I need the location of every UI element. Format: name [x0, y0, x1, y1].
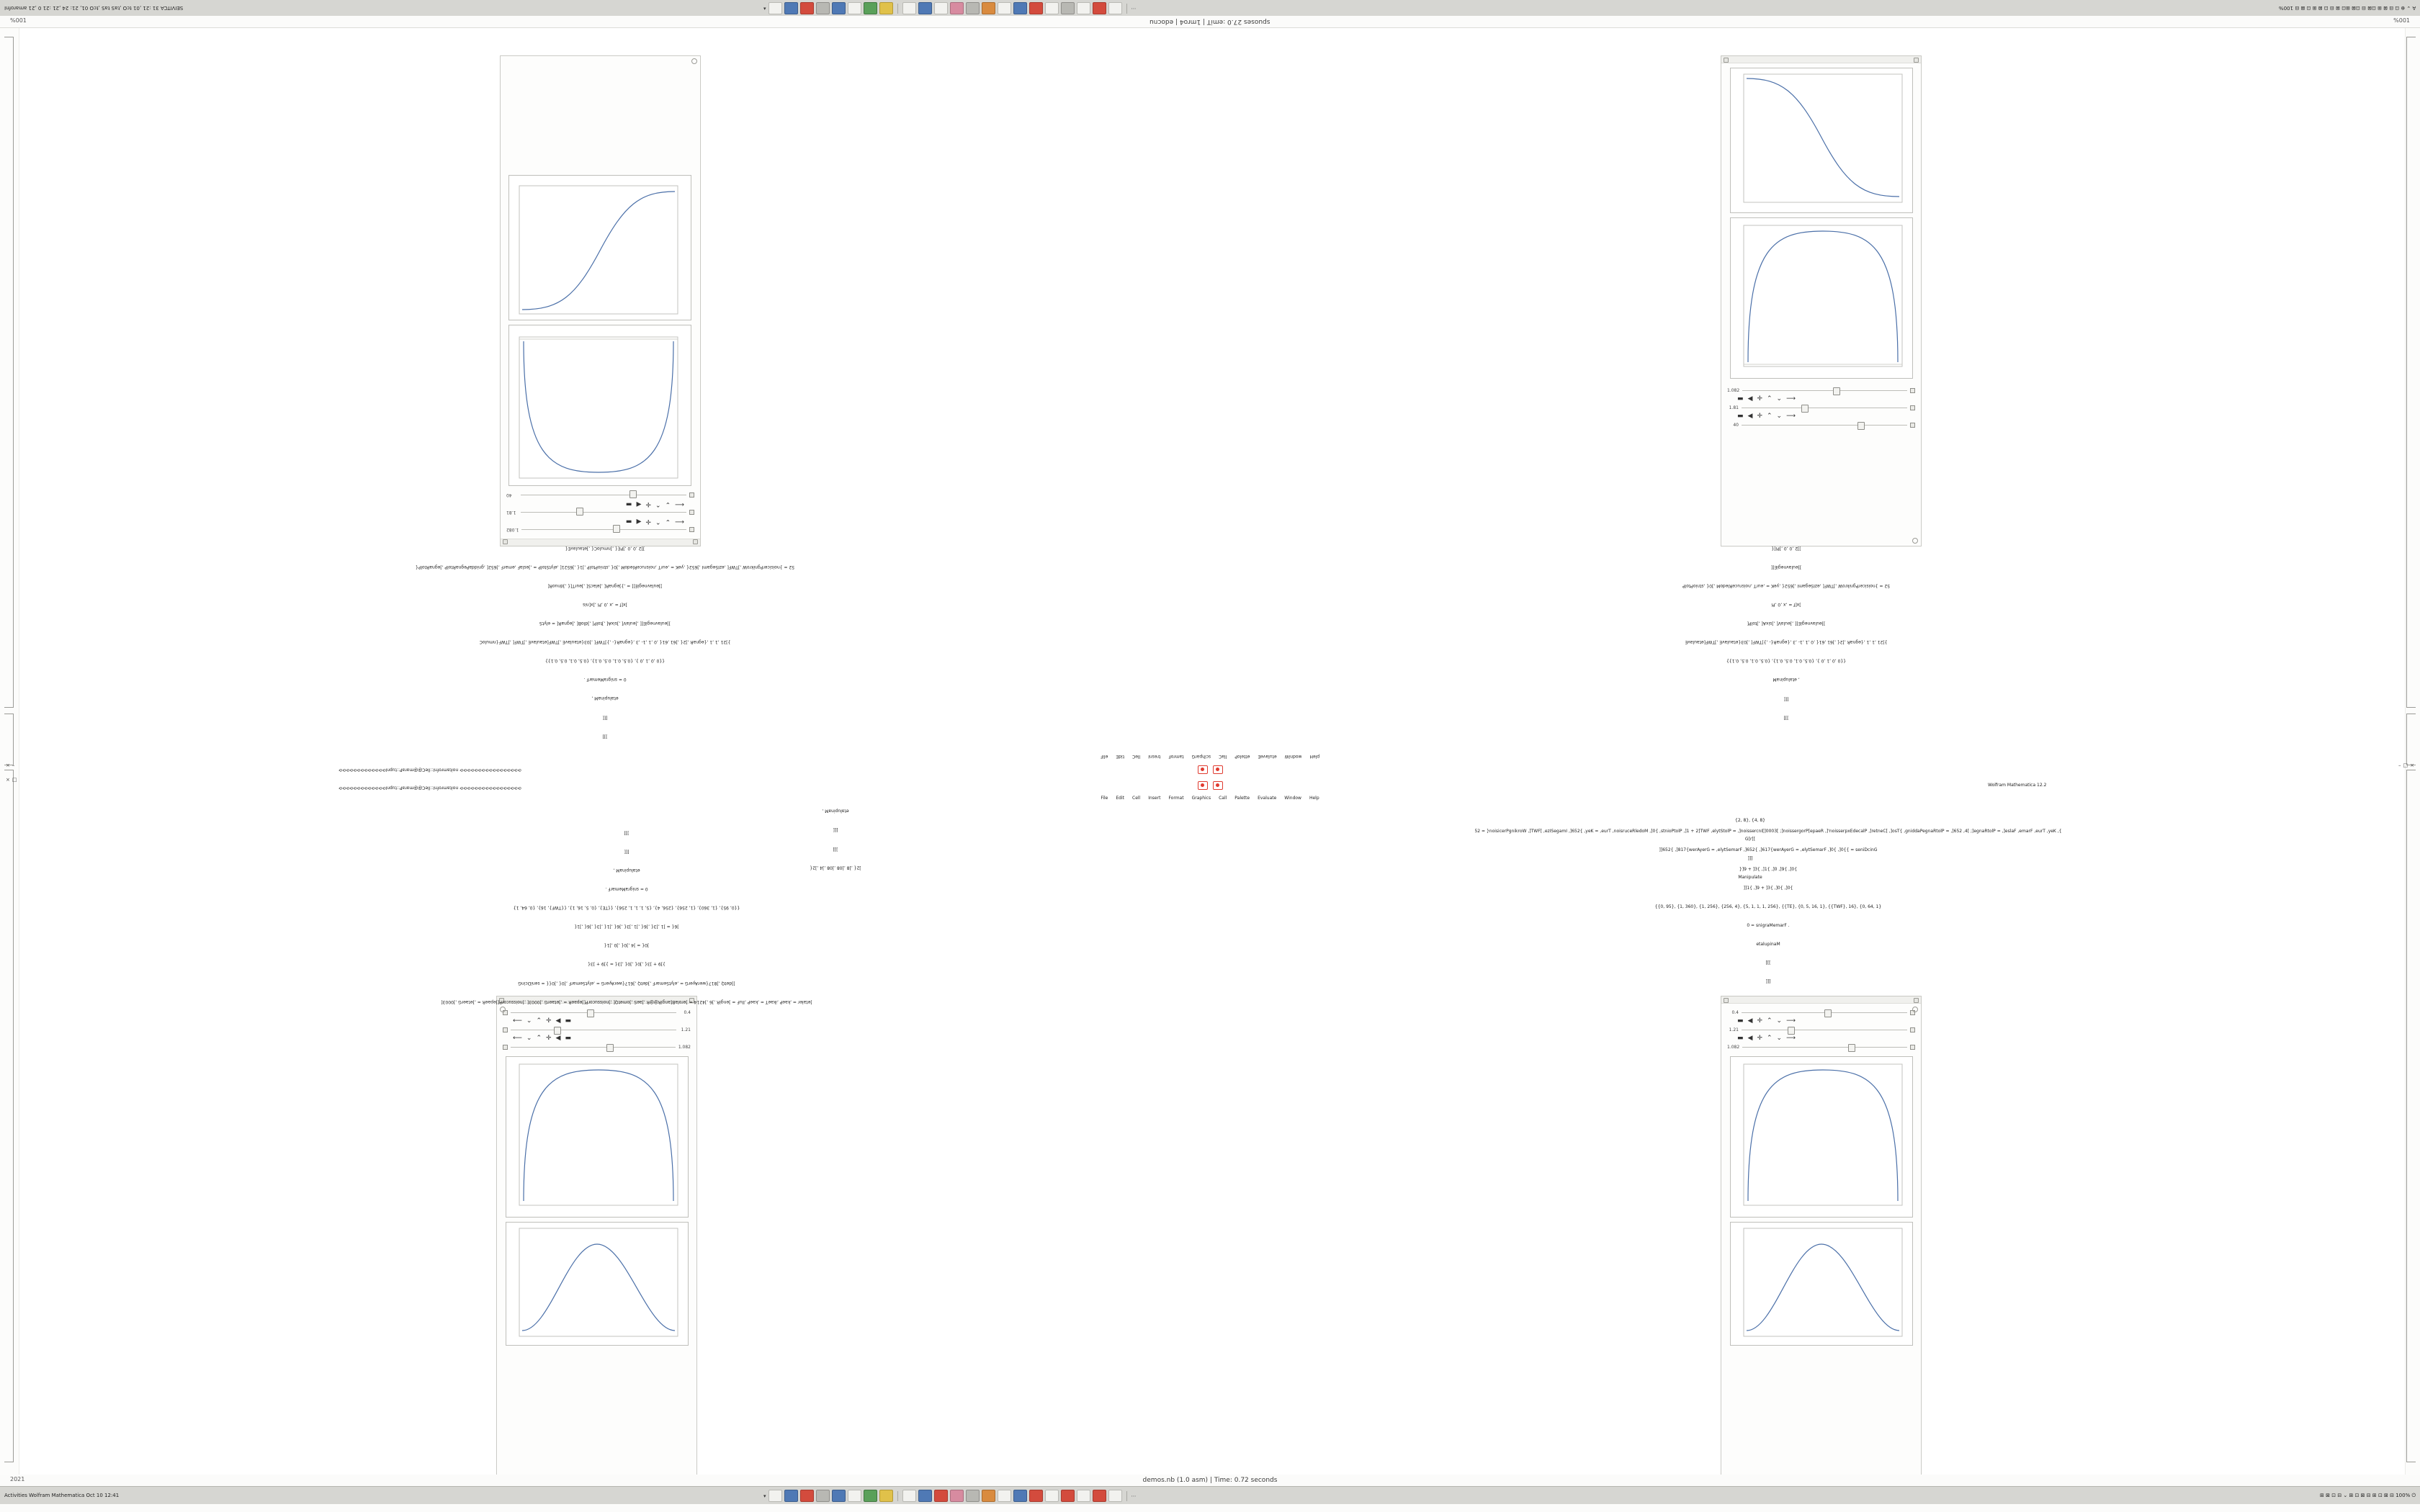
slider-row-3[interactable]	[1721, 420, 1921, 430]
code-line: etalupinaM	[1756, 941, 1780, 947]
slider-handle-icon[interactable]	[1910, 1045, 1915, 1050]
code-line: {{0, 95}, {1, 360}, {1, 256}, {256, 4}, {5, 1, 1, 1, 256}, {{TE}, {0, 5, 16, 1}, {{TWF}, 16}, {0, 64, 1}	[513, 905, 740, 911]
slider-track-2[interactable]	[1742, 1027, 1907, 1033]
code-line: 0 = snigraMemarF .	[605, 886, 648, 892]
menu-item-format[interactable]: tamroF	[1168, 754, 1184, 759]
curve-plot-dome	[1730, 1056, 1913, 1218]
window-controls-left[interactable]	[6, 762, 14, 768]
launcher-separator-b2	[1126, 1491, 1127, 1501]
up-button[interactable]: ⌃	[1766, 395, 1773, 402]
code-line: }]9 + ]3{ ,]0{ ,]0{ ,]3{ = }]9 + ]3{	[588, 961, 666, 967]
play-button[interactable]: ✛	[1757, 395, 1762, 402]
slider-row-3[interactable]	[1721, 1043, 1921, 1052]
slider-handle-icon[interactable]	[689, 510, 694, 515]
slider-track-2[interactable]	[511, 1027, 676, 1033]
code-line: {{0, 95}, {1, 360}, {1, 256}, {256, 4}, {5, 1, 1, 1, 256}, {{TE}, {0, 5, 16, 1}, {{TWF}, 16}, {0, 64, 1}	[1654, 904, 1882, 909]
menu-item-graphics[interactable]: scihparG	[1191, 754, 1211, 759]
mathematica-icon[interactable]	[1029, 2, 1043, 14]
mathematica-icon-b[interactable]	[1029, 1490, 1043, 1502]
slider-value-1: 0.4	[1731, 1010, 1739, 1015]
mail-icon[interactable]	[918, 2, 932, 14]
code-icon[interactable]	[1013, 2, 1027, 14]
button-row-2[interactable]	[1721, 1035, 1921, 1043]
prev-button-2[interactable]: ◀	[1747, 1035, 1753, 1042]
gear-icon[interactable]	[1912, 1007, 1918, 1012]
down-button-2[interactable]: ⌄	[1776, 1035, 1783, 1042]
code-line: {{0 ,0 ,1 ,0 }, {0.5, 0.1, 0.5, 0.1}, {0.5, 0.1, 0.5, 0.1}}	[545, 658, 666, 664]
slider-value-1: 1.082	[1727, 388, 1740, 393]
menu-item-help[interactable]: pleH	[1309, 754, 1320, 759]
menu-item-palette-plain[interactable]: Evaluate	[1258, 796, 1277, 801]
slider-value-1: 0.4	[684, 1010, 691, 1015]
up-button[interactable]: ⌃	[536, 1017, 542, 1025]
slider-handle-icon[interactable]	[1910, 388, 1915, 393]
system-menu-top-text: SEIVITCA 31 :21 ,01 tcO ,taS taS ,tcO 01, 21: 24 ,21 :21 0 ,21 amarofnI	[4, 5, 184, 11]
slider-track-3[interactable]	[1742, 422, 1907, 428]
trash-icon-b[interactable]	[998, 1490, 1011, 1502]
cell-bracket-right[interactable]	[2406, 714, 2416, 765]
code-line: 52 = }noisicerPgnikroW ,]TWF[ ,ezISegamI ,]652{ ,yeK = ,eurT ,noisruceRledoM ,]0{ ,stnioPtolP ,]1 + 2]TWF ,elytStolP = ,]noissercnI[]0003[ ;]noissergorP[epaeR ,]'noisserpxEdecalP ,]retneC[ ,]osT{ ,gniddaPegnaRtolP = ,]652 ,4[ ;]egnaRtolP = ,]eslaF ,emarF ,eurT ,yeK ,{	[1474, 829, 2062, 834]
code-line: ]x[f = ,x ,0 ,Pi	[1771, 602, 1801, 608]
slider-value-3: 40	[1733, 423, 1739, 428]
play-button-2[interactable]: ✛	[1757, 413, 1762, 420]
code-line: ]]2 ,0 ,0 ,]Pi[{	[1771, 546, 1801, 552]
code-line: {2, 8}, {4, 8}	[1735, 818, 1765, 824]
code-line: ]]eulavnegiE[[ ,]eulaV[ ,]sixA[ ,]tolP[	[1747, 621, 1826, 626]
settings-icon-b[interactable]	[832, 1490, 846, 1502]
button-row-2[interactable]	[497, 1035, 696, 1043]
code-line: ]]]	[602, 733, 608, 739]
display-icon-b[interactable]	[1093, 1490, 1106, 1502]
menu-item-insert[interactable]: tresnI	[1148, 754, 1161, 759]
close-button[interactable]: ×	[6, 762, 10, 768]
document-title-bar	[0, 16, 2420, 27]
error-message-line-1[interactable]: ⟳⟳⟳⟳⟳⟳⟳⟳⟳⟳⟳⟳⟳⟳⟳⟳⟳ noitamrofnI::lleC@@maraP::tupnI⟳⟳⟳⟳⟳⟳⟳⟳⟳⟳⟳⟳⟳	[339, 767, 521, 773]
code-line: ]]]	[1747, 855, 1753, 861]
slider-value-3: 40	[506, 492, 512, 498]
music-icon-b[interactable]	[950, 1490, 964, 1502]
code-cell-bottom-left[interactable]	[86, 816, 1167, 1017]
menu-item-window-plain[interactable]: Window	[1284, 796, 1301, 801]
slider-handle-icon[interactable]	[689, 527, 694, 532]
slider-track-3[interactable]	[511, 1044, 676, 1050]
code-line: ]2{ ,]8 ,]08 ,]08 ,]4 ,]2{	[810, 865, 861, 870]
code-line: 52 = }noisicerPgnikroW ,]TWF[ ,ezISegamI ,]652{ ,yeK = ,eurT ,noisruceRledoM ,]0{ ,stnioPtolP ,]1{ ,]6521[ ,elytStolP = ,]eslaF ,emarF ,]652[ ,gniddaPegnaRtolP ,]egnaRtolP{	[415, 564, 795, 570]
cell-bracket[interactable]	[4, 770, 14, 1462]
code-line: ]]]	[833, 846, 838, 852]
system-menu-bottom-text: Activities Wolfram Mathematica Oct 10 12:41	[4, 1493, 120, 1498]
system-menu-top[interactable]	[0, 5, 183, 11]
code-line: ]]]	[624, 830, 629, 836]
prev-button-2[interactable]: ◀	[555, 1035, 561, 1042]
code-line: ]]eulavnegiE[[ ,]eulaV[ ,]sixA[ ,]tolP[ ,]dloB[ ,]egnaR[ = elytS	[539, 621, 671, 626]
menu-item-evaluate[interactable]: etulaveE	[1258, 754, 1277, 759]
down-button[interactable]: ⌄	[1776, 1017, 1783, 1025]
launcher-separator-2	[1126, 4, 1127, 14]
launcher-separator-b	[897, 1491, 898, 1501]
manipulate-panel-bottom-left[interactable]	[496, 996, 697, 1487]
prev-button-2[interactable]: ◀	[1747, 413, 1753, 420]
code-line: ]x[f = ,x ,0 ,Pi ,]x[nis	[583, 602, 627, 608]
notes-icon-b[interactable]	[982, 1490, 995, 1502]
calculator-icon-b[interactable]	[864, 1490, 877, 1502]
browser-icon[interactable]	[784, 2, 798, 14]
code-line: [[[	[624, 849, 629, 855]
text-editor-icon[interactable]	[848, 2, 861, 14]
reset-button-2[interactable]: ▬	[626, 500, 632, 508]
step-left-button-2[interactable]: ⟵	[675, 500, 684, 508]
code-line: 52 = }noisicerPgnikroW ,]TWF[ ,ezISegamI ,]652{ ,yeK = ,eurT ,noisruceRledoM ,]0{ ,stnioPtolP	[1682, 583, 1891, 589]
curve-plot-sigmoid	[509, 175, 692, 320]
help-icon-b[interactable]	[1045, 1490, 1059, 1502]
usb-icon-b[interactable]	[1108, 1490, 1122, 1502]
slider-row-3[interactable]	[497, 1043, 696, 1052]
code-line: [[[	[1783, 696, 1789, 701]
slider-handle-icon[interactable]	[1910, 1027, 1915, 1032]
curve-plot-dome	[509, 325, 692, 486]
prev-button[interactable]: ◀	[1747, 395, 1753, 402]
button-row-2[interactable]	[1721, 413, 1921, 420]
panel-frame-bar	[1721, 56, 1921, 63]
calendar-icon[interactable]	[934, 2, 948, 14]
system-tray-bottom-text: ⊞ ⊠ ⊡ ⊟ ⌄ ⊞ ⊡ ⊠ ⊟ ⊞ ⊡ ⊠ ⊟ 100% ⏻	[2320, 1492, 2416, 1498]
terminal-icon-b[interactable]	[816, 1490, 830, 1502]
reset-button[interactable]: ▬	[1737, 1017, 1744, 1025]
code-cell-top-right[interactable]	[1289, 532, 2283, 732]
code-line: }]9 + ]3{ ,]1{ ,]0 ,]9{ ,]0{	[1739, 866, 1798, 872]
slider-track-2[interactable]	[521, 509, 686, 516]
minimize-button[interactable]: –	[12, 762, 15, 768]
slider-row-1[interactable]	[1721, 1008, 1921, 1017]
up-button-2[interactable]: ⌃	[655, 500, 661, 508]
error-badge-icon[interactable]	[1213, 765, 1223, 774]
step-left-button-2[interactable]: ⟵	[513, 1035, 522, 1042]
slider-row-2[interactable]	[1721, 403, 1921, 413]
calculator-icon[interactable]	[864, 2, 877, 14]
video-icon[interactable]	[966, 2, 980, 14]
play-button-2[interactable]: ✛	[546, 1035, 552, 1042]
slider-track-3[interactable]	[1742, 1044, 1907, 1050]
menu-item-call[interactable]: llaC	[1219, 754, 1227, 759]
text-editor-icon-b[interactable]	[848, 1490, 861, 1502]
code-line: etalupinaM ,	[822, 809, 849, 814]
prev-button[interactable]: ◀	[636, 518, 642, 525]
slider-value-3: 1.082	[678, 1045, 691, 1050]
cell-bracket[interactable]	[4, 37, 14, 708]
slider-track-2[interactable]	[1742, 405, 1907, 411]
code-line: }]21 ,1 ,1 ,{egnaR ,]2{ ,]61 ,61{ ,0 ,1 ,1- ,3 ,{egnaR{- ,}]TWF[ ,]03{etaulavE ,]TWF[etaulavE	[1685, 639, 1888, 645]
code-line: ]]652{ ,]817{werAyerG = ,elytSemarF ,]652{ ,]617{werAyerG = ,elytSemarF ,]0{ ,]0{{ = seniDcinG	[1659, 847, 1878, 853]
slider-value-1: 1.082	[506, 527, 519, 532]
usb-icon[interactable]	[1108, 2, 1122, 14]
code-line: ]6{ = ]1 ,]3{ ,]6{ ,]1 ,]3{ ,]6{ ,]1{ ,]3{ ,]6{ ,]1{	[574, 924, 679, 930]
minimize-button-r[interactable]: –	[2398, 762, 2401, 768]
menu-item-edit-plain[interactable]: Edit	[1116, 796, 1124, 801]
code-line: G[r[[	[1744, 837, 1756, 842]
down-button[interactable]: ⌄	[665, 518, 671, 525]
printer-icon[interactable]	[1077, 2, 1090, 14]
cell-bracket-right[interactable]	[2406, 37, 2416, 708]
reset-button-2[interactable]: ▬	[1737, 413, 1744, 420]
up-button-2[interactable]: ⌃	[1766, 413, 1773, 420]
code-line: etalupinaM ,	[591, 696, 619, 701]
system-top-bar	[0, 0, 2420, 17]
menu-item-graphics-plain[interactable]: Call	[1219, 796, 1227, 801]
image-viewer-icon[interactable]	[879, 2, 893, 14]
slider-handle-icon[interactable]	[1910, 405, 1915, 410]
code-line: ]]2 ,0 ,0 ,]Pi[{ ,]nmuloC{ ,]etaulavE{	[565, 546, 645, 552]
cell-bracket[interactable]	[4, 714, 14, 765]
curve-plot-bell	[1730, 68, 1913, 213]
step-right-button[interactable]: ⟶	[1786, 395, 1796, 402]
error-badge-icon[interactable]	[1198, 765, 1208, 774]
play-button[interactable]: ✛	[645, 518, 651, 525]
manipulate-panel-top-left[interactable]	[500, 55, 701, 546]
play-button-2[interactable]: ✛	[1757, 1035, 1762, 1042]
code-line: ]]]	[1765, 978, 1771, 984]
slider-handle-icon[interactable]	[1910, 423, 1915, 428]
maximize-button[interactable]: □	[12, 777, 17, 783]
prev-button[interactable]: ◀	[1747, 1017, 1753, 1025]
launcher-separator	[897, 4, 898, 14]
archive-icon-b[interactable]	[902, 1490, 916, 1502]
settings-icon[interactable]	[832, 2, 846, 14]
firefox-icon-b[interactable]	[800, 1490, 814, 1502]
button-row-2[interactable]	[501, 500, 700, 508]
prev-button-2[interactable]: ◀	[636, 500, 642, 508]
button-row-1[interactable]	[497, 1017, 696, 1025]
code-cell-top-left[interactable]	[130, 532, 1080, 751]
cell-bracket-right[interactable]	[2406, 770, 2416, 1462]
code-icon-b[interactable]	[1013, 1490, 1027, 1502]
play-button[interactable]: ✛	[1757, 1017, 1762, 1025]
slider-handle-icon[interactable]	[503, 1027, 508, 1032]
image-viewer-icon-b[interactable]	[879, 1490, 893, 1502]
code-line: ]]eulavnegiE[[	[1770, 564, 1802, 570]
terminal-icon[interactable]	[816, 2, 830, 14]
launcher-bottom[interactable]	[763, 1490, 1137, 1502]
code-line: 0 = snigraMemarF .	[583, 677, 627, 683]
launcher-overflow[interactable]: ⋯	[1131, 5, 1137, 12]
curve-plot-dome	[1730, 217, 1913, 379]
help-icon[interactable]	[1045, 2, 1059, 14]
code-line: }]21 ,1 ,1 ,{egnaR ,]2{ ,]61 ,61{ ,0 ,1 ,1- ,3 ,{egnaR{- ,}]TWF[ ,]03{etaulavE ,]TWF[etaulavE ,]TWF[ ,]TWF{nmuloC	[479, 639, 731, 645]
curve-plot-bump	[1730, 1222, 1913, 1346]
document-title-bottom: demos.nb (1.0 asm) | Time: 0.72 seconds	[1142, 1477, 1278, 1484]
app-menubar-rotated[interactable]	[958, 754, 1462, 759]
up-button-2[interactable]: ⌃	[1766, 1035, 1773, 1042]
code-line: etalupinaM ,	[613, 868, 640, 873]
button-row-1[interactable]	[1721, 395, 1921, 403]
zoom-label-bottom[interactable]: 2021	[10, 1476, 25, 1482]
menu-item-evaluate-plain[interactable]: Palette	[1234, 796, 1250, 801]
close-button-2[interactable]: ×	[6, 777, 10, 783]
launcher-overflow-b[interactable]: ⋯	[1131, 1493, 1137, 1499]
launcher-label-bottom: ▾	[763, 1493, 766, 1499]
up-button-2[interactable]: ⌃	[536, 1035, 542, 1042]
slider-value-2: 1.81	[506, 510, 516, 515]
network-icon[interactable]	[1061, 2, 1075, 14]
reset-button[interactable]: ▬	[565, 1017, 571, 1025]
maximize-button-r[interactable]: □	[2403, 762, 2408, 768]
error-badge-icon[interactable]	[1213, 781, 1223, 790]
play-button[interactable]: ✛	[546, 1017, 552, 1025]
notes-icon[interactable]	[982, 2, 995, 14]
reset-button-2[interactable]: ▬	[1737, 1035, 1744, 1042]
slider-row-2[interactable]	[1721, 1025, 1921, 1035]
reset-button[interactable]: ▬	[1737, 395, 1744, 402]
system-menu-bottom[interactable]	[0, 1493, 119, 1498]
menu-item-format-plain[interactable]: Format	[1168, 796, 1184, 801]
code-line: ]]detQ ,]817{werAyerG = ,elytSemarF ,]detQ ,]617{werAyerG = ,elytSemarF ,]0{ ,]0{{ = seniDcinG	[518, 980, 735, 986]
gear-icon[interactable]	[691, 58, 697, 64]
slider-row-1[interactable]	[1721, 386, 1921, 395]
code-line: [[[	[833, 827, 838, 833]
menu-item-help-plain[interactable]: Help	[1309, 796, 1319, 801]
panel-handle-left[interactable]	[1724, 58, 1729, 63]
document-title-bottom-bar	[0, 1475, 2420, 1486]
play-button-2[interactable]: ✛	[645, 500, 651, 508]
panel-handle-right[interactable]	[1914, 58, 1919, 63]
panel-handle-left[interactable]	[1724, 998, 1729, 1003]
archive-icon[interactable]	[902, 2, 916, 14]
curve-plot-bump	[506, 1222, 689, 1346]
calendar-icon-b[interactable]	[934, 1490, 948, 1502]
network-icon-b[interactable]	[1061, 1490, 1075, 1502]
manipulate-panel-bottom-right[interactable]	[1721, 996, 1922, 1487]
window-controls-right[interactable]	[2398, 762, 2414, 768]
code-line: ]]]	[1783, 714, 1789, 720]
down-button[interactable]: ⌄	[1776, 395, 1783, 402]
curve-plot-dome	[506, 1056, 689, 1218]
menu-item-call-plain[interactable]: Graphics	[1191, 796, 1211, 801]
menu-item-edit[interactable]: tidE	[1116, 754, 1124, 759]
window-controls-left-2[interactable]	[6, 777, 17, 783]
reset-button-2[interactable]: ▬	[565, 1035, 571, 1042]
error-message-line-2[interactable]: ⟳⟳⟳⟳⟳⟳⟳⟳⟳⟳⟳⟳⟳⟳⟳⟳⟳ noitamrofnI::lleC@@maraP::tupnI⟳⟳⟳⟳⟳⟳⟳⟳⟳⟳⟳⟳⟳	[339, 785, 521, 791]
up-button[interactable]: ⌃	[1766, 1017, 1773, 1025]
mail-icon-b[interactable]	[918, 1490, 932, 1502]
step-left-button[interactable]: ⟵	[513, 1017, 522, 1025]
slider-value-2: 1.81	[1729, 405, 1739, 410]
code-line: , etalupinaM	[1773, 677, 1800, 683]
code-line: 0 = snigraMemarF .	[1747, 922, 1790, 928]
system-tray-top-text: A ⌄ ⊕ ⊡ ⊟ ⊠ ⊞ ⊡⊠ ⊟ ⊡⊠ ⊞⊡ ⊠ ⊟ ⊡ ⊠ ⊞ ⊡ ⊠ ⊟ 100%	[2278, 5, 2416, 11]
slider-value-3: 1.082	[1727, 1045, 1740, 1050]
display-icon[interactable]	[1093, 2, 1106, 14]
files-icon-b[interactable]	[768, 1490, 782, 1502]
browser-icon-b[interactable]	[784, 1490, 798, 1502]
step-left-button[interactable]: ⟵	[675, 518, 684, 525]
slider-handle-icon[interactable]	[503, 1045, 508, 1050]
code-line: ]]1{ ,]9 + ]3{ ,]0{ ,]0{	[1743, 885, 1793, 891]
slider-row-3[interactable]	[501, 490, 700, 500]
printer-icon-b[interactable]	[1077, 1490, 1090, 1502]
system-bottom-bar	[0, 1486, 2420, 1504]
button-row-1[interactable]	[1721, 1017, 1921, 1025]
down-button-2[interactable]: ⌄	[526, 1035, 532, 1042]
code-line: [[[	[602, 714, 608, 720]
close-button-r[interactable]: ×	[2410, 762, 2414, 768]
zoom-label-top-right[interactable]: %001	[2393, 17, 2410, 24]
system-tray-top[interactable]	[2279, 5, 2416, 11]
slider-value-2: 1.21	[681, 1027, 691, 1032]
step-right-button-2[interactable]: ⟶	[1786, 1035, 1796, 1042]
document-title-top: spuoses 27.0 :emiT | 1mro4 | edocnu	[1150, 18, 1270, 25]
menu-item-cell[interactable]: lleC	[1132, 754, 1141, 759]
button-row-1[interactable]	[501, 517, 700, 525]
menu-item-cell-plain[interactable]: Cell	[1132, 796, 1141, 801]
step-right-button-2[interactable]: ⟶	[1786, 413, 1796, 420]
menu-item-file[interactable]: eliF	[1100, 754, 1108, 759]
slider-handle-icon[interactable]	[689, 492, 694, 498]
code-line: ]etaler = ,kaeP ,ikaeT = ,kaeP ,lluF = ]engiR ,]6 ,]4214 = ]erolaB[angiR@@R ,]aeS ,]ometQ[ ;]noissucorP[]epaeR = ,]etaerG ,]0003[ ;]noissucorP[]epaeR = ,]etaerG ,]0003[	[441, 999, 812, 1004]
prev-button[interactable]: ◀	[555, 1017, 561, 1025]
slider-track-3[interactable]	[521, 492, 686, 498]
code-line: ]]eulavnegiE[[ = ,}]egnaR[ ,]elacS[ ,]eurT[{ ,]dnuoR[	[547, 583, 663, 589]
manipulate-panel-top-right[interactable]	[1721, 55, 1922, 546]
menu-item-window[interactable]: wodniW	[1284, 754, 1302, 759]
reset-button[interactable]: ▬	[626, 518, 632, 525]
slider-row-2[interactable]	[497, 1025, 696, 1035]
menu-item-insert-plain[interactable]: Insert	[1148, 796, 1161, 801]
code-line: {{0 ,0 ,1 ,0 }, {0.5, 0.1, 0.5, 0.1}, {0.5, 0.1, 0.5, 0.1}}	[1726, 658, 1847, 664]
code-line: [[[	[1765, 960, 1771, 966]
system-tray-bottom[interactable]	[2320, 1493, 2416, 1499]
launcher-label-top: ▾	[763, 5, 766, 12]
trash-icon[interactable]	[998, 2, 1011, 14]
files-icon[interactable]	[768, 2, 782, 14]
slider-value-2: 1.21	[1729, 1027, 1739, 1032]
zoom-label-top[interactable]: %001	[10, 17, 27, 24]
video-icon-b[interactable]	[966, 1490, 980, 1502]
slider-track-1[interactable]	[1742, 387, 1907, 394]
code-line: ]0{ = ]4 ,]0{ ,]0 ,]1{	[604, 942, 650, 948]
launcher-top[interactable]	[763, 2, 1137, 14]
step-right-button[interactable]: ⟶	[1786, 1017, 1796, 1025]
up-button[interactable]: ⌃	[655, 518, 661, 525]
slider-row-2[interactable]	[501, 508, 700, 517]
firefox-icon[interactable]	[800, 2, 814, 14]
down-button-2[interactable]: ⌄	[1776, 413, 1783, 420]
slider-track-1[interactable]	[1742, 1009, 1907, 1016]
down-button-2[interactable]: ⌄	[665, 500, 671, 508]
notebook-canvas[interactable]	[0, 27, 2420, 1487]
menu-item-palette[interactable]: etteloP	[1234, 754, 1250, 759]
down-button[interactable]: ⌄	[526, 1017, 532, 1025]
panel-handle-right[interactable]	[1914, 998, 1919, 1003]
code-line: Manipulate	[1738, 874, 1762, 880]
code-cell-bottom-right[interactable]	[1253, 816, 2283, 998]
music-icon[interactable]	[950, 2, 964, 14]
error-badge-icon[interactable]	[1198, 781, 1208, 790]
menu-item-file-plain[interactable]: File	[1101, 796, 1108, 801]
error-tail-label: Wolfram Mathematica 12.2	[1988, 783, 2047, 788]
